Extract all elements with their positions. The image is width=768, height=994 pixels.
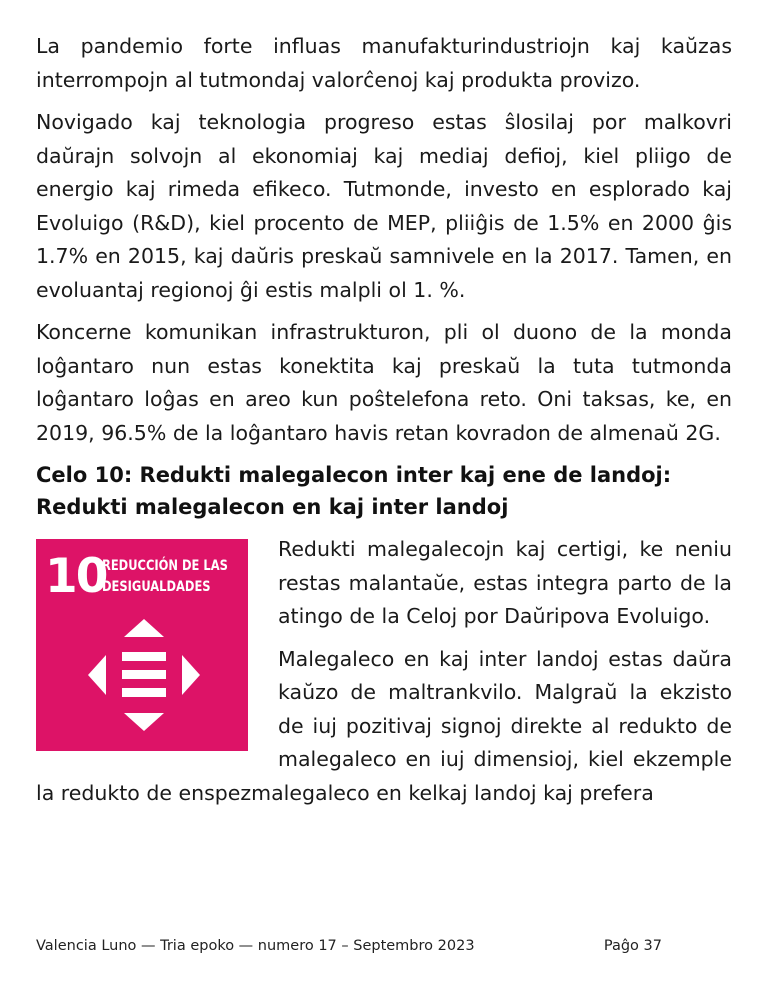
reduced-inequalities-icon <box>86 617 202 733</box>
paragraph-infrastructure: Koncerne komunikan infrastrukturon, pli ol duono de la monda loĝantaro nun estas konektita kaj preskaŭ la tuta tutmonda loĝantaro loĝas en areo kun poŝtelefona reto. Oni taksas, ke, en 2019, 96.5% de la loĝantaro havis retan kovradon de almenaŭ 2G. <box>36 320 732 445</box>
sdg-title <box>102 556 228 598</box>
section-heading: Celo 10: Redukti malegalecon inter kaj ene de landoj: Redukti malegalecon en kaj inter landoj <box>36 463 672 519</box>
sdg-title-line2: DESIGUALDADES <box>102 579 211 595</box>
sdg-title-line1: REDUCCIÓN DE LAS <box>102 558 228 574</box>
footer-publication: Valencia Luno — Tria epoko — numero 17 – Septembro 2023 <box>36 938 475 954</box>
sdg-number: 10 <box>45 549 107 604</box>
paragraph-goal-intro: Redukti malegalecojn kaj certigi, ke neniu restas malantaŭe, estas integra parto de la atingo de la Celoj por Daŭripova Evoluigo. <box>278 537 732 628</box>
footer-page-number: Paĝo 37 <box>603 938 662 954</box>
paragraph-pandemic: La pandemio forte influas manufakturindustriojn kaj kaŭzas interrompojn al tutmondaj valorĉenoj kaj produkta provizo. <box>36 34 732 92</box>
paragraph-innovation: Novigado kaj teknologia progreso estas ŝlosilaj por malkovri daŭrajn solvojn al ekonomiaj kaj mediaj defioj, kiel pliigo de energio kaj rimeda efikeco. Tutmonde, investo en esplorado kaj Evoluigo (R&D), kiel procento de MEP, pliiĝis de 1.5% en 2000 ĝis 1.7% en 2015, kaj daŭris preskaŭ samnivele en la 2017. Tamen, en evoluantaj regionoj ĝi estis malpli ol 1. %. <box>36 110 732 302</box>
sdg-10-badge <box>36 539 248 751</box>
paragraph-inequality: Malegaleco en kaj inter landoj estas daŭra kaŭzo de maltrankvilo. Malgraŭ la ekzisto de iuj pozitivaj signoj direkte al redukto de malegaleco en iuj dimensioj, kiel ekzemple la redukto de enspezmalegaleco en kelkaj landoj kaj prefera <box>36 646 732 805</box>
article-body <box>36 30 732 819</box>
